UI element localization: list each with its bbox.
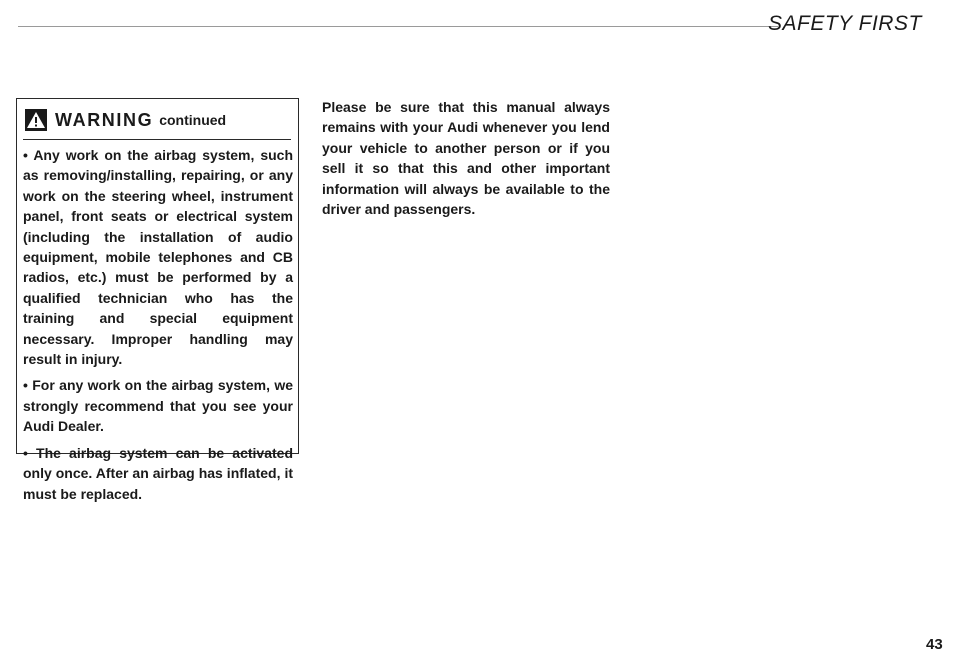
warning-paragraph: • The airbag system can be activated only once. After an airbag has inflated, it must be replaced. [23, 444, 293, 502]
warning-header-rule [23, 139, 291, 140]
warning-label: WARNING [55, 109, 154, 130]
section-title: SAFETY FIRST [768, 12, 922, 35]
notice-paragraph: Please be sure that this manual always remains with your Audi whenever you lend your vehicle to another person or if you sell it so that this and other important information will always be available to the driver and passengers. [322, 99, 610, 218]
warning-header [25, 107, 287, 133]
warning-body [23, 145, 293, 510]
page-number: 43 [926, 636, 943, 653]
warning-box [16, 98, 299, 502]
header-rule [18, 26, 778, 27]
warning-paragraph: • Any work on the airbag system, such as removing/installing, repairing, or any work on the steering wheel, instrument panel, front seats or electrical system (including the installation of audio equipment, mobile telephones and CB radios, etc.) must be performed by a qualified technician who has the training and special equipment necessary. Improper handling may result in injury. [23, 147, 293, 368]
notice-column [322, 97, 610, 219]
warning-paragraph: • For any work on the airbag system, we strongly recommend that you see your Audi Dealer. [23, 377, 293, 435]
warning-triangle-icon [25, 109, 47, 131]
warning-label-suffix: continued [159, 112, 227, 128]
